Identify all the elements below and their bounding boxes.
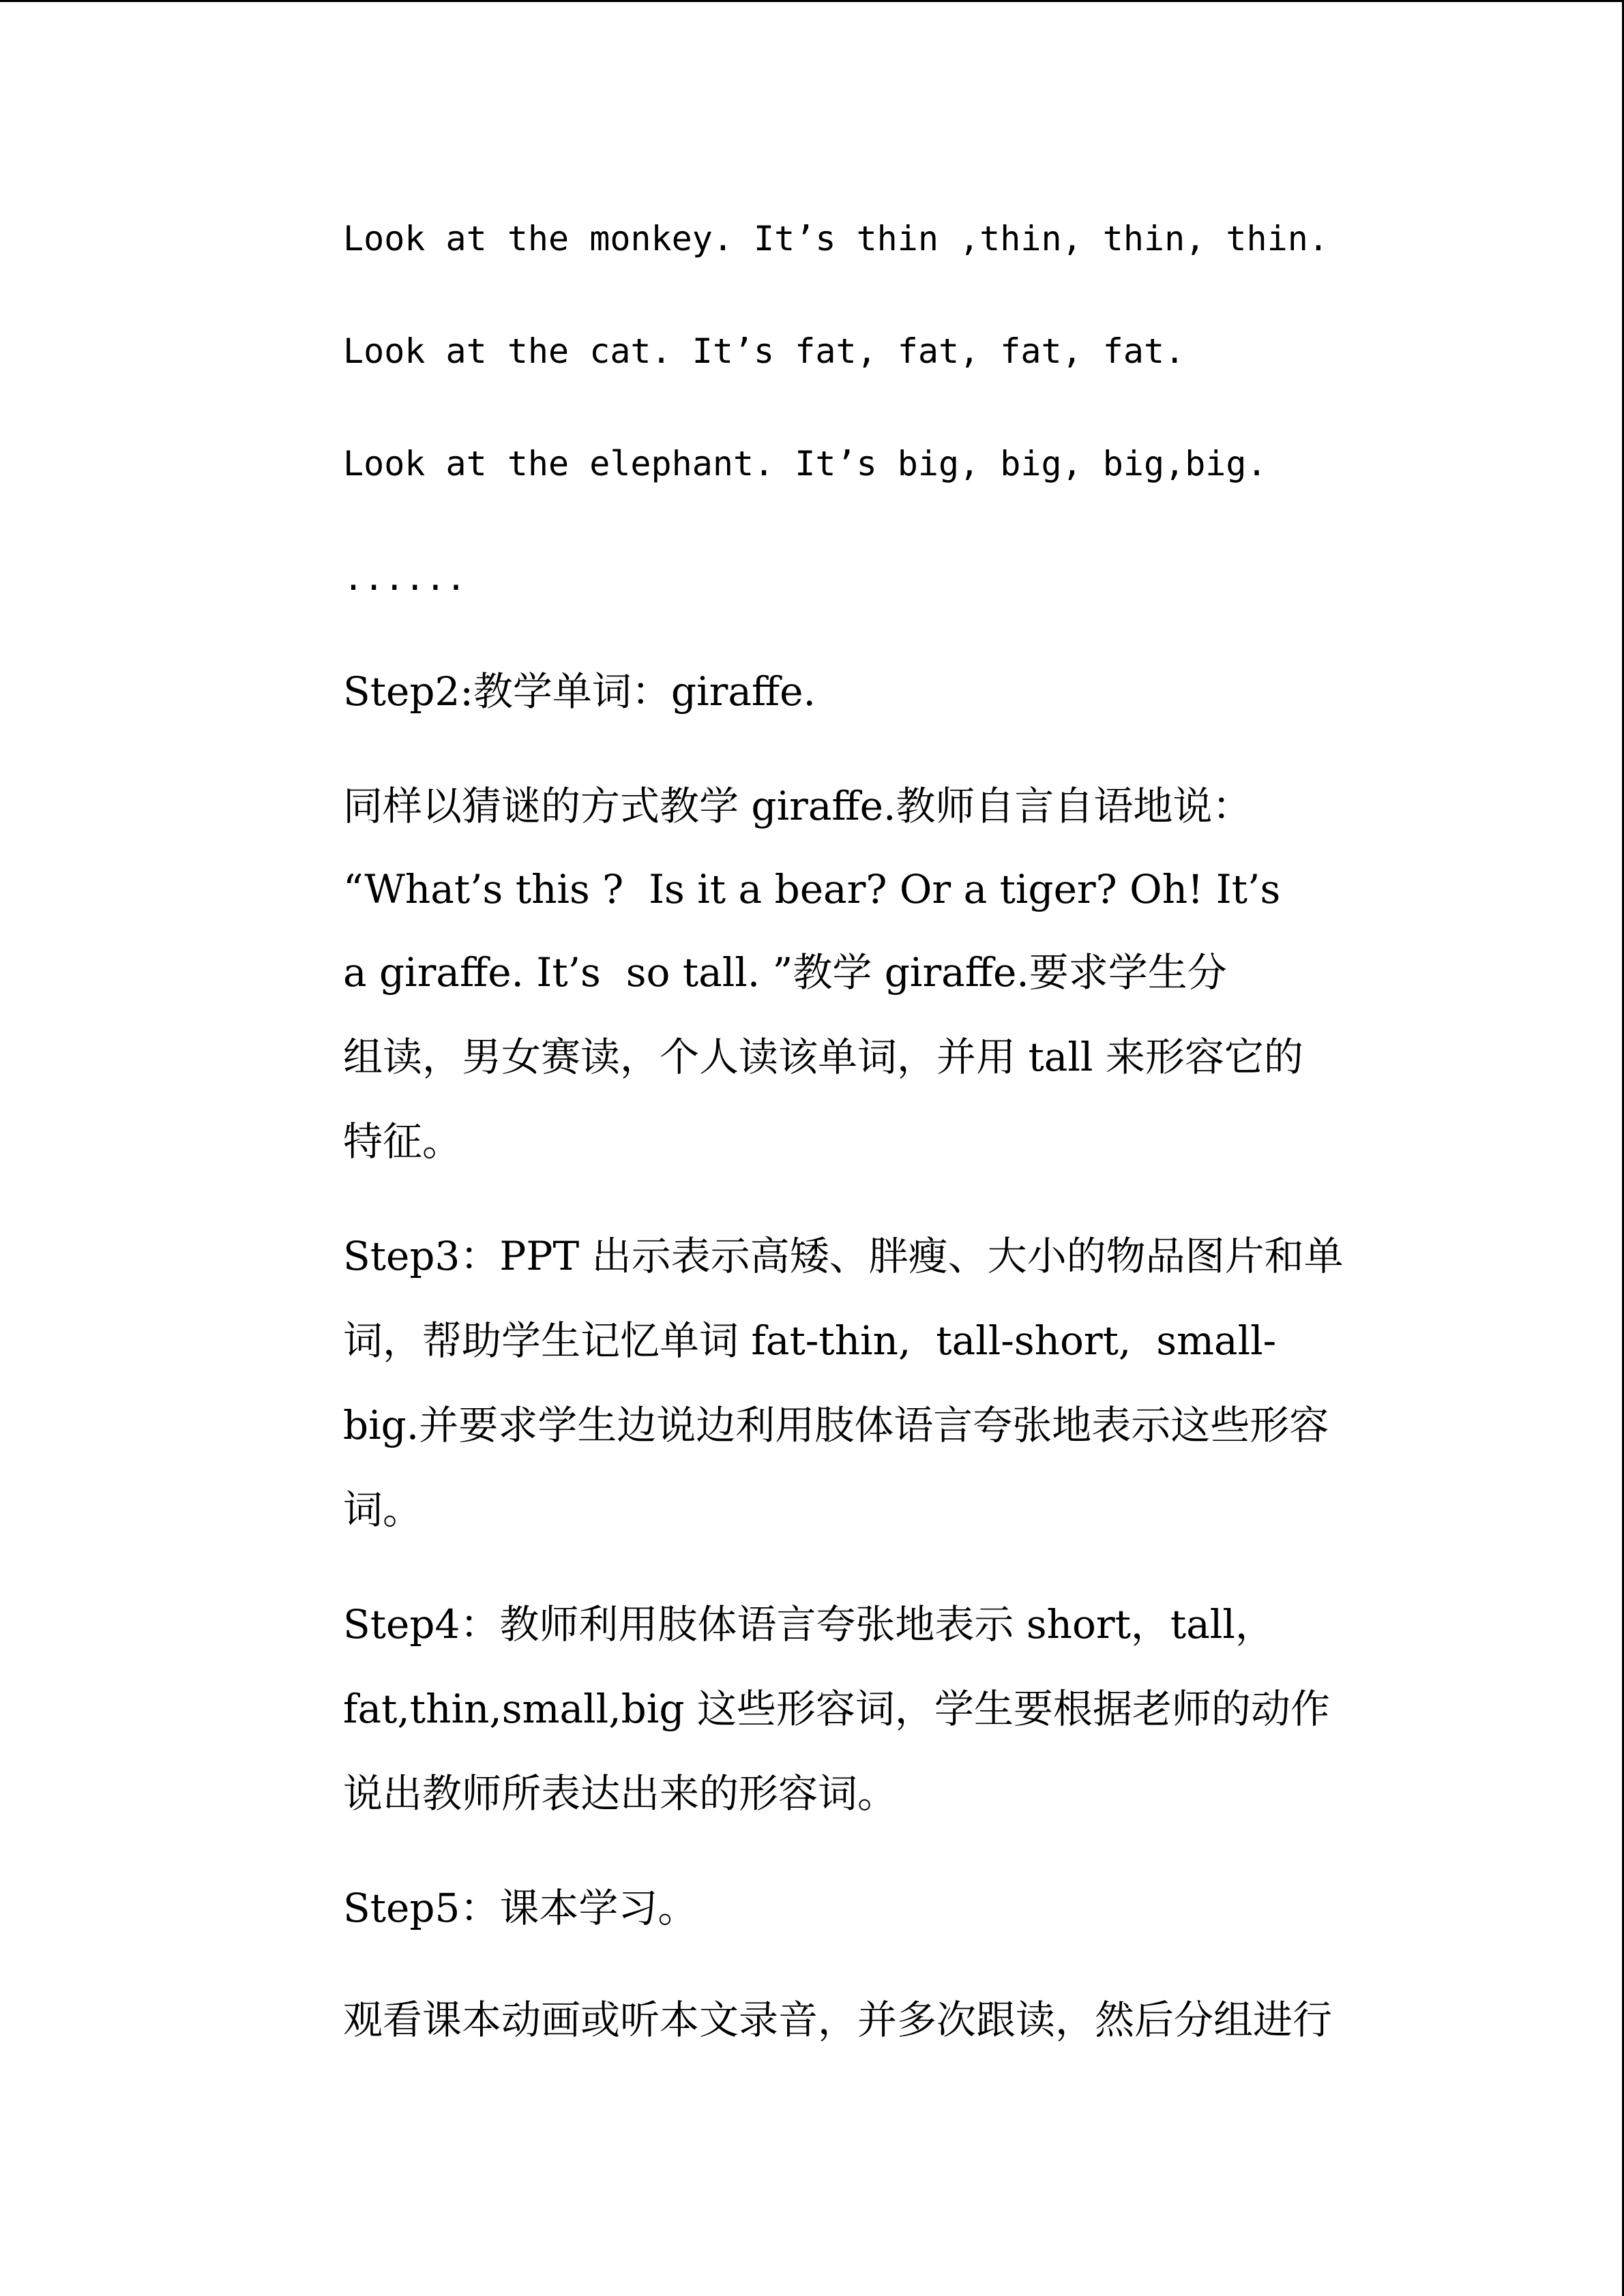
text-line-cat: Look at the cat. It’s fat, fat, fat, fat. (343, 331, 1185, 371)
step4-heading: Step4：教师利用肢体语言夸张地表示 short，tall， (343, 1601, 1275, 1648)
paragraph-line: 说出教师所表达出来的形容词。 (343, 1770, 898, 1817)
step3-heading: Step3：PPT 出示表示高矮、胖瘦、大小的物品图片和单 (343, 1233, 1344, 1279)
paragraph-line: 词，帮助学生记忆单词 fat-thin, tall-short, small- (343, 1317, 1277, 1364)
paragraph-line: 观看课本动画或听本文录音，并多次跟读，然后分组进行 (343, 1997, 1333, 2043)
text-line-elephant: Look at the elephant. It’s big, big, big,big. (343, 444, 1267, 483)
step5-heading: Step5：课本学习。 (343, 1885, 698, 1931)
text-line-monkey: Look at the monkey. It’s thin ,thin, thin, thin. (343, 219, 1329, 258)
paragraph-line: 同样以猜谜的方式教学 giraffe.教师自言自语地说： (343, 783, 1252, 829)
paragraph-line: 组读，男女赛读，个人读该单词，并用 tall 来形容它的 (343, 1034, 1303, 1080)
paragraph-line: 特征。 (343, 1118, 462, 1165)
text-line-ellipsis: ...... (343, 558, 467, 598)
paragraph-line: a giraffe. It’s so tall. ”教学 giraffe.要求学生分 (343, 949, 1227, 996)
paragraph-line: big.并要求学生边说边利用肢体语言夸张地表示这些形容 (343, 1402, 1329, 1448)
step2-heading: Step2:教学单词：giraffe. (343, 668, 816, 715)
paragraph-line: fat,thin,small,big 这些形容词，学生要根据老师的动作 (343, 1686, 1330, 1732)
paragraph-line: “What’s this ? Is it a bear? Or a tiger? Oh! It’s (343, 866, 1281, 912)
paragraph-line: 词。 (343, 1487, 423, 1533)
